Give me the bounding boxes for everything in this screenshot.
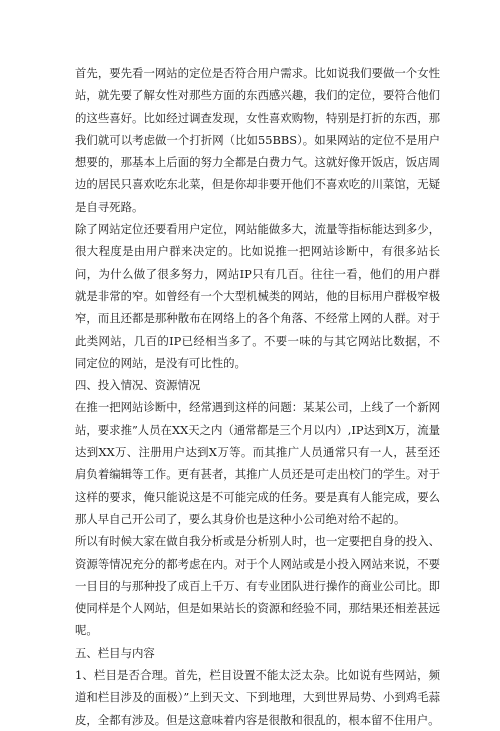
document-body	[75, 62, 440, 731]
section-heading-investment: 四、投入情况、资源情况	[75, 378, 201, 393]
paragraph-user-positioning: 除了网站定位还要看用户定位，网站能做多大，流量等指标能达到多少，很大程度是由用户群来决定的。比如说推一把网站诊断中，有很多站长问，为什么做了很多努力，网站IP只有几百。往往一看，他们的用户群就是非常的窄。如曾经有一个大型机械类的网站，他的目标用户群极窄极窄，而且还都是那种散布在网络上的各个角落、不经常上网的人群。对于此类网站，几百的IP已经相当多了。不要一味的与其它网站比数据，不同定位的网站，是没有可比性的。	[75, 222, 440, 370]
paragraph-columns-1: 1、栏目是否合理。首先，栏目设置不能太泛太杂。比如说有些网站，频道和栏目涉及的面极）”上到天文、下到地理，大到世界局势、小到鸡毛蒜皮，全都有涉及。但是这意味着内容是很散和很乱的，根本留不住用户。	[75, 668, 440, 727]
paragraph-investment-2: 所以有时候大家在做自我分析或是分析别人时，也一定要把自身的投入、资源等情况充分的都考虑在内。对于个人网站或是小投入网站来说，不要一目目的与那种投了成百上千万、有专业团队进行操作的商业公司比。即使同样是个人网站，但是如果站长的资源和经验不同，那结果还相差甚远呢。	[75, 534, 440, 638]
section-heading-columns: 五、栏目与内容	[75, 645, 155, 660]
paragraph-positioning: 首先，要先看一网站的定位是否符合用户需求。比如说我们要做一个女性站，就先要了解女性对那些方面的东西感兴趣，我们的定位，要符合他们的这些喜好。比如经过调查发现，女性喜欢购物，特别是打折的东西，那我们就可以考虑做一个打折网（比如55BBS）。如果网站的定位不是用户想要的，那基本上后面的努力全都是白费力气。这就好像开饭店，饭店周边的居民只喜欢吃东北菜，但是你却非要开他们不喜欢吃的川菜馆，无疑是自寻死路。	[75, 66, 440, 214]
paragraph-investment-1: 在推一把网站诊断中，经常遇到这样的问题：某某公司，上线了一个新网站，要求推”人员在XX天之内（通常都是三个月以内）,IP达到X万，流量达到XX万、注册用户达到X万等。而其推广人员通常只有一人，甚至还肩负着编辑等工作。更有甚者，其推广人员还是可走出校门的学生。对于这样的要求，俺只能说这是不可能完成的任务。要是真有人能完成，要么那人早自己开公司了，要么其身价也是这种小公司绝对给不起的。	[75, 400, 440, 526]
